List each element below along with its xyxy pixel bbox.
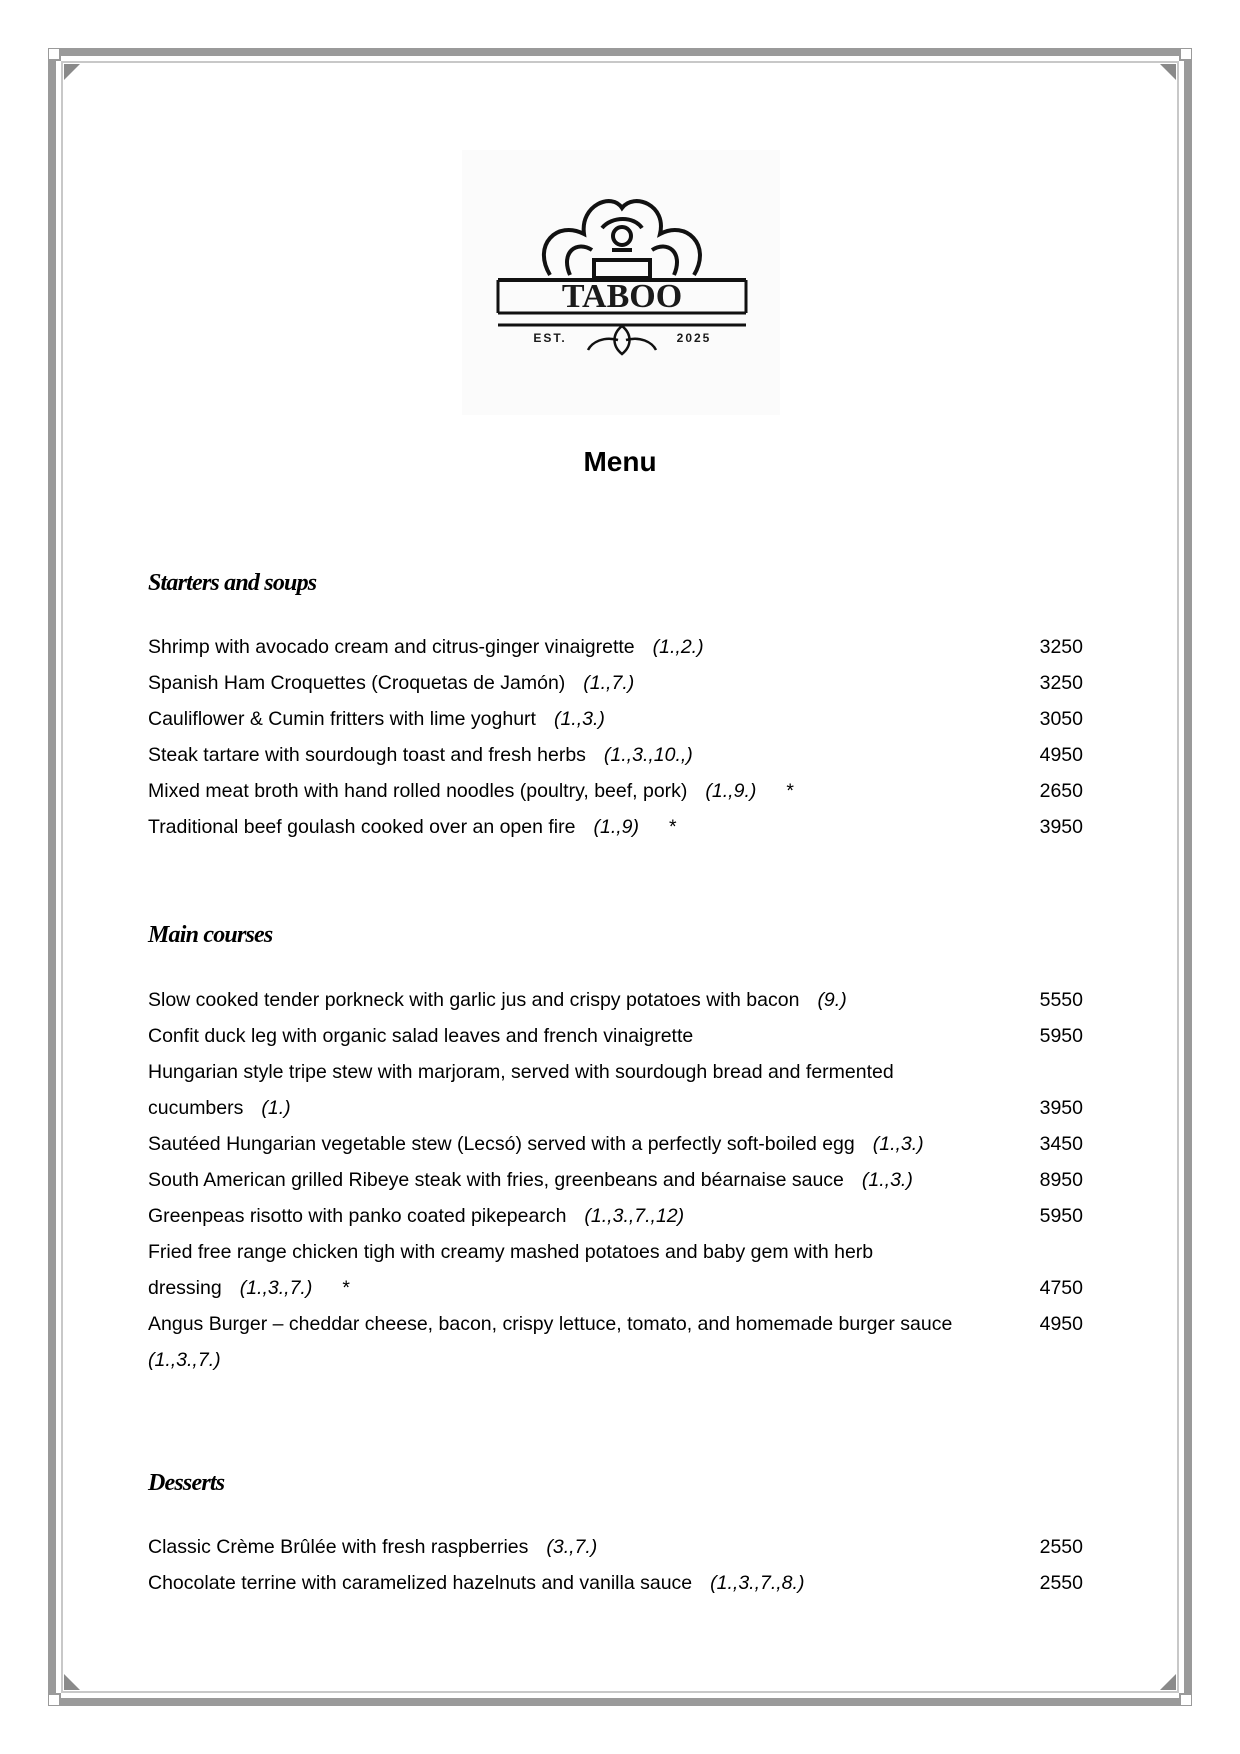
item-name: Spanish Ham Croquettes (Croquetas de Jamón) (148, 672, 566, 694)
item-name: Sautéed Hungarian vegetable stew (Lecsó) served with a perfectly soft-boiled egg (148, 1133, 855, 1155)
desserts-list (148, 1529, 1083, 1601)
menu-item (148, 982, 1083, 1018)
item-price: 3050 (1039, 708, 1083, 730)
main-courses-list (148, 982, 1083, 1378)
item-name: South American grilled Ribeye steak with fries, greenbeans and béarnaise sauce (148, 1169, 844, 1191)
item-allergens: (1.,3.,7.,8.) (710, 1572, 805, 1594)
section-heading-main-courses: Main courses (148, 922, 273, 948)
menu-item (148, 1529, 1083, 1565)
item-price: 3450 (1039, 1133, 1083, 1155)
item-name: Chocolate terrine with caramelized hazelnuts and vanilla sauce (148, 1572, 693, 1594)
menu-item (148, 629, 1083, 665)
item-price: 3950 (1039, 1097, 1083, 1119)
item-allergens: (1.,7.) (583, 672, 635, 694)
menu-item (148, 1018, 1083, 1054)
starters-list (148, 629, 1083, 845)
item-price: 4750 (1039, 1277, 1083, 1299)
item-name: Angus Burger – cheddar cheese, bacon, crispy lettuce, tomato, and homemade burger sauce (148, 1313, 953, 1335)
item-name-continued: cucumbers (148, 1097, 244, 1119)
menu-item (148, 1306, 1083, 1378)
section-heading-desserts: Desserts (148, 1470, 225, 1496)
item-allergens: (1.,3.) (861, 1169, 913, 1191)
item-allergens: (1.,3.,7.,12) (584, 1205, 685, 1227)
item-price: 2550 (1039, 1536, 1083, 1558)
menu-item (148, 1198, 1083, 1234)
item-name: Traditional beef goulash cooked over an open fire (148, 816, 576, 838)
item-allergens: (1.,3.,7.) (148, 1349, 221, 1371)
item-name: Fried free range chicken tigh with creamy mashed potatoes and baby gem with herb (148, 1241, 874, 1263)
item-price: 2550 (1039, 1572, 1083, 1594)
menu-item (148, 665, 1083, 701)
item-price: 8950 (1039, 1169, 1083, 1191)
page-title: Menu (583, 446, 657, 477)
item-price: 3250 (1039, 672, 1083, 694)
item-price: 5950 (1039, 1205, 1083, 1227)
menu-item (148, 737, 1083, 773)
item-allergens: (1.,9.) (705, 780, 757, 802)
menu-item (148, 1234, 1083, 1306)
item-mark: * (342, 1277, 350, 1299)
item-name: Shrimp with avocado cream and citrus-ginger vinaigrette (148, 636, 635, 658)
item-allergens: (1.,3.) (872, 1133, 924, 1155)
menu-item (148, 773, 1083, 809)
item-name: Cauliflower & Cumin fritters with lime yoghurt (148, 708, 536, 730)
menu-item (148, 1162, 1083, 1198)
item-name: Confit duck leg with organic salad leaves and french vinaigrette (148, 1025, 694, 1047)
item-allergens: (9.) (817, 989, 847, 1011)
item-name-continued: dressing (148, 1277, 222, 1299)
item-allergens: (1.) (261, 1097, 291, 1119)
item-mark: * (786, 780, 794, 802)
item-price: 5950 (1039, 1025, 1083, 1047)
menu-item (148, 701, 1083, 737)
item-name: Mixed meat broth with hand rolled noodles (poultry, beef, pork) (148, 780, 688, 802)
item-allergens: (3.,7.) (546, 1536, 598, 1558)
item-allergens: (1.,3.,7.) (239, 1277, 313, 1299)
menu-item (148, 1126, 1083, 1162)
item-allergens: (1.,3.) (553, 708, 605, 730)
item-price: 2650 (1039, 780, 1083, 802)
item-price: 4950 (1039, 744, 1083, 766)
item-name: Slow cooked tender porkneck with garlic jus and crispy potatoes with bacon (148, 989, 800, 1011)
item-allergens: (1.,2.) (652, 636, 704, 658)
item-name: Classic Crème Brûlée with fresh raspberries (148, 1536, 529, 1558)
item-price: 3950 (1039, 816, 1083, 838)
item-allergens: (1.,9) (593, 816, 639, 838)
taboo-logo (462, 150, 780, 415)
item-name: Steak tartare with sourdough toast and fresh herbs (148, 744, 586, 766)
logo-year-label: 2025 (676, 331, 712, 345)
item-price: 4950 (1039, 1313, 1083, 1335)
item-name: Hungarian style tripe stew with marjoram, served with sourdough bread and fermented (148, 1061, 894, 1083)
item-price: 5550 (1039, 989, 1083, 1011)
item-allergens: (1.,3.,10.,) (603, 744, 693, 766)
menu-item (148, 1054, 1083, 1126)
logo-est-label: EST. (533, 331, 567, 345)
menu-item (148, 1565, 1083, 1601)
section-heading-starters: Starters and soups (148, 570, 317, 596)
item-name: Greenpeas risotto with panko coated pikepearch (148, 1205, 567, 1227)
item-mark: * (669, 816, 677, 838)
menu-item (148, 809, 1083, 845)
logo-wordmark: TABOO (561, 278, 683, 315)
item-price: 3250 (1039, 636, 1083, 658)
